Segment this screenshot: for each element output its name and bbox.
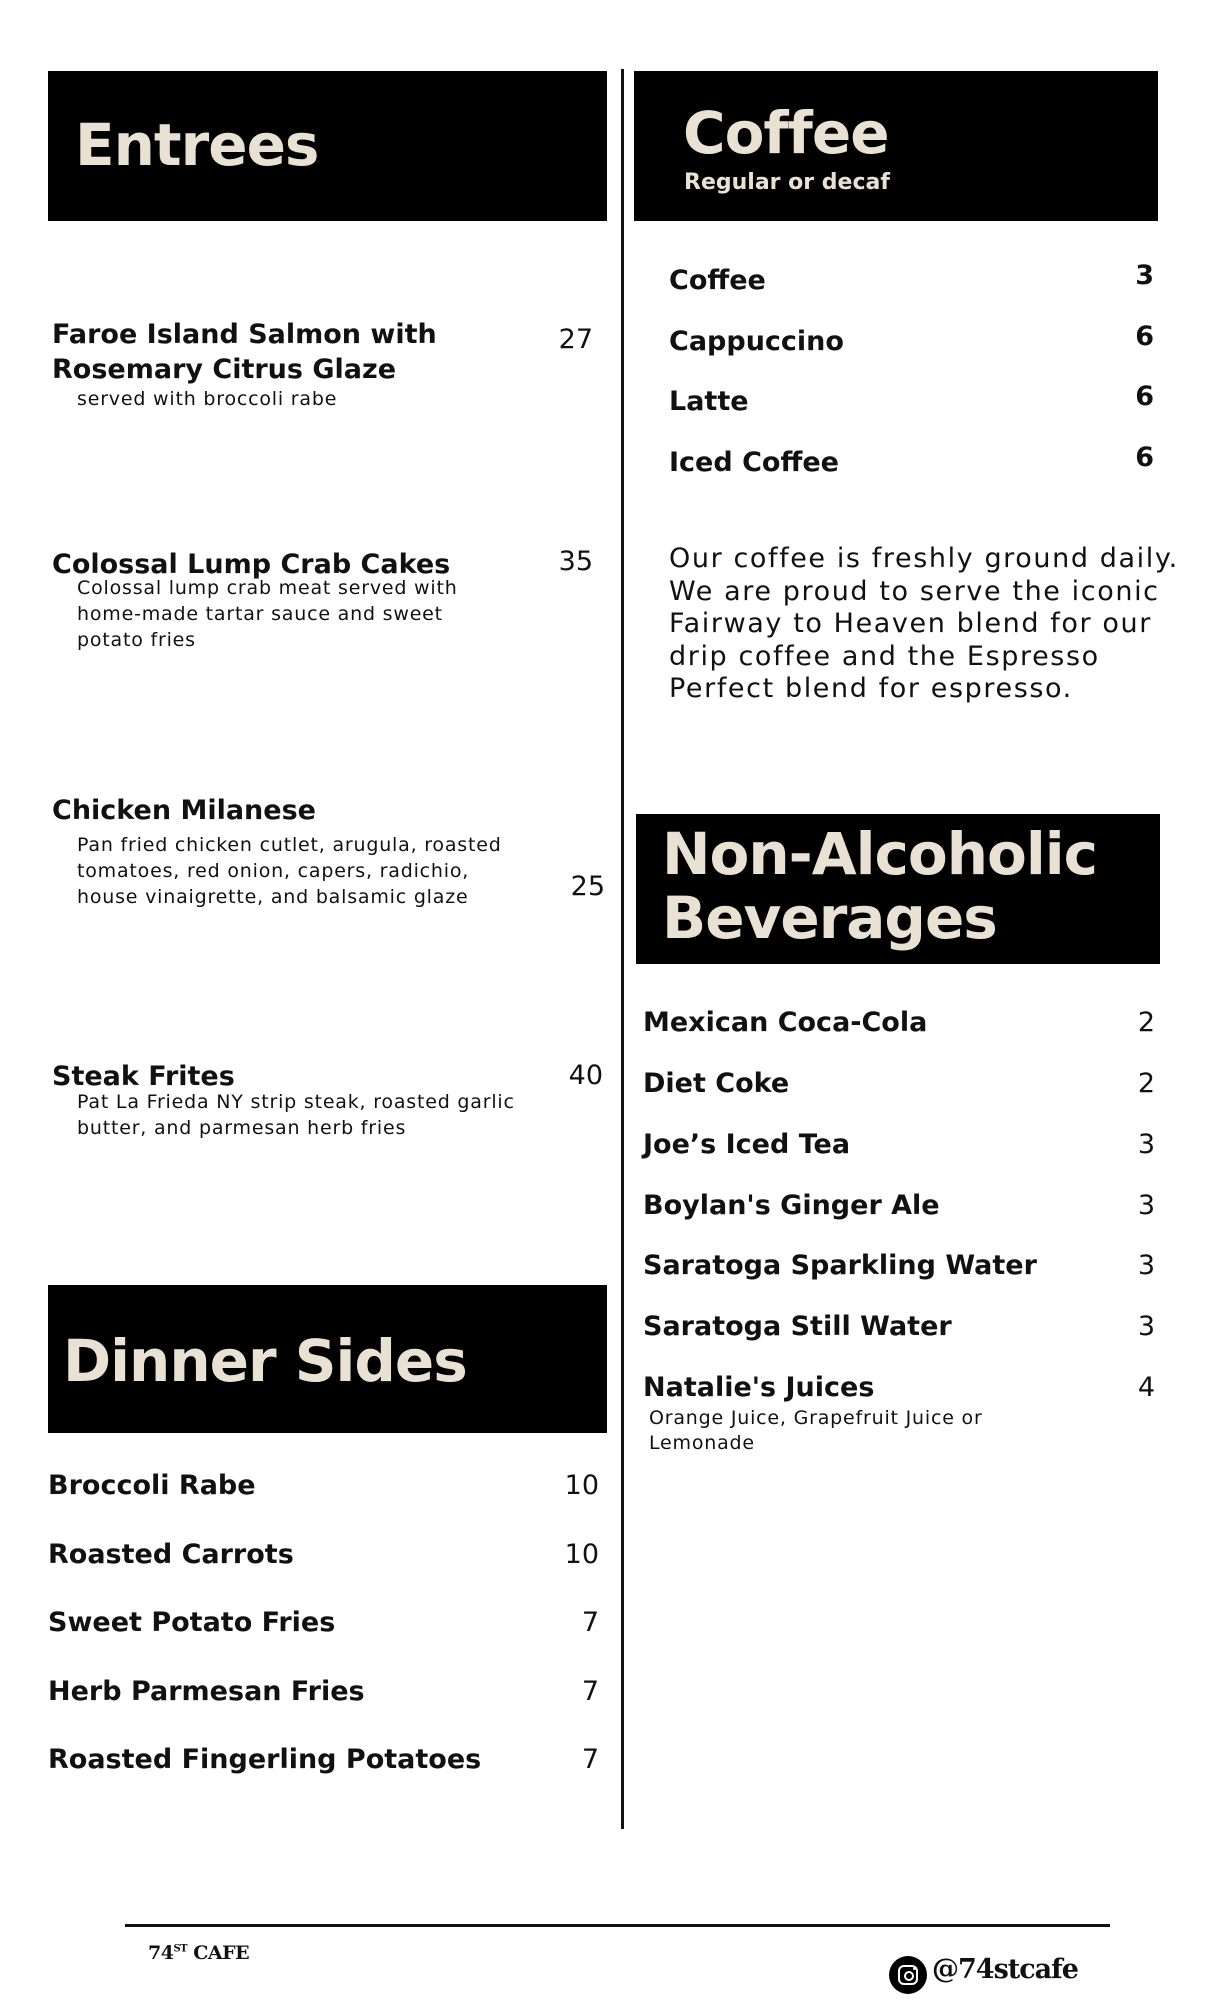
side-name: Sweet Potato Fries: [48, 1607, 336, 1638]
coffee-note: Our coffee is freshly ground daily. We are proud to serve the iconic Fairway to Heaven blend for our drip coffee and the Espresso Perfect blend for espresso.: [669, 543, 1179, 704]
coffee-name: Iced Coffee: [669, 447, 839, 478]
entree-price: 27: [558, 324, 593, 355]
beverage-price: 3: [1137, 1190, 1155, 1221]
coffee-heading: Coffee: [683, 99, 889, 167]
instagram-icon[interactable]: [889, 1956, 927, 1994]
coffee-price: 6: [1135, 381, 1154, 412]
instagram-handle[interactable]: @74stcafe: [932, 1954, 1078, 1985]
coffee-name: Cappuccino: [669, 326, 844, 357]
side-name: Roasted Fingerling Potatoes: [48, 1744, 482, 1775]
sides-heading: Dinner Sides: [63, 1327, 467, 1395]
beverage-name: Joe’s Iced Tea: [643, 1129, 851, 1160]
side-price: 7: [581, 1607, 599, 1638]
cafe-logo: 74ST CAFE: [148, 1942, 250, 1964]
entree-price: 35: [558, 546, 593, 577]
coffee-price: 3: [1135, 260, 1154, 291]
beverage-name: Natalie's Juices: [643, 1372, 875, 1403]
entree-description: Pan fried chicken cutlet, arugula, roasted tomatoes, red onion, capers, radichio, house vinaigrette, and balsamic glaze: [77, 834, 502, 908]
beverage-description: Orange Juice, Grapefruit Juice or Lemonade: [649, 1407, 983, 1454]
side-price: 7: [581, 1744, 599, 1775]
beverages-heading: Non-Alcoholic Beverages: [662, 820, 1098, 952]
entree-name: Steak Frites: [52, 1061, 235, 1092]
beverage-price: 2: [1137, 1068, 1155, 1099]
entree-price: 25: [570, 871, 605, 902]
side-name: Herb Parmesan Fries: [48, 1676, 365, 1707]
beverage-name: Mexican Coca-Cola: [643, 1007, 928, 1038]
beverages-banner: [636, 814, 1160, 964]
coffee-price: 6: [1135, 442, 1154, 473]
beverage-name: Diet Coke: [643, 1068, 790, 1099]
coffee-name: Coffee: [669, 265, 766, 296]
side-name: Roasted Carrots: [48, 1539, 294, 1570]
beverage-name: Saratoga Sparkling Water: [643, 1250, 1037, 1281]
coffee-subheading: Regular or decaf: [684, 170, 890, 195]
entree-name: Chicken Milanese: [52, 795, 316, 826]
side-price: 10: [564, 1470, 599, 1501]
entree-name: Faroe Island Salmon with Rosemary Citrus Glaze: [52, 319, 437, 385]
entrees-banner: [48, 71, 607, 221]
side-name: Broccoli Rabe: [48, 1470, 256, 1501]
coffee-price: 6: [1135, 321, 1154, 352]
side-price: 10: [564, 1539, 599, 1570]
coffee-banner: [634, 71, 1158, 221]
sides-banner: [48, 1285, 607, 1433]
entree-name: Colossal Lump Crab Cakes: [52, 549, 451, 580]
beverage-price: 2: [1137, 1007, 1155, 1038]
entree-price: 40: [568, 1060, 603, 1091]
coffee-name: Latte: [669, 386, 749, 417]
beverage-name: Saratoga Still Water: [643, 1311, 952, 1342]
beverage-price: 3: [1137, 1250, 1155, 1281]
side-price: 7: [581, 1676, 599, 1707]
beverage-name: Boylan's Ginger Ale: [643, 1190, 940, 1221]
beverage-price: 3: [1137, 1129, 1155, 1160]
entrees-heading: Entrees: [75, 111, 319, 179]
column-divider: [621, 69, 624, 1829]
beverage-price: 3: [1137, 1311, 1155, 1342]
beverage-price: 4: [1137, 1372, 1155, 1403]
entree-description: Colossal lump crab meat served with home-made tartar sauce and sweet potato fries: [77, 577, 458, 651]
entree-description: Pat La Frieda NY strip steak, roasted garlic butter, and parmesan herb fries: [77, 1091, 515, 1139]
entree-description: served with broccoli rabe: [77, 388, 338, 410]
footer-rule: [125, 1924, 1110, 1927]
